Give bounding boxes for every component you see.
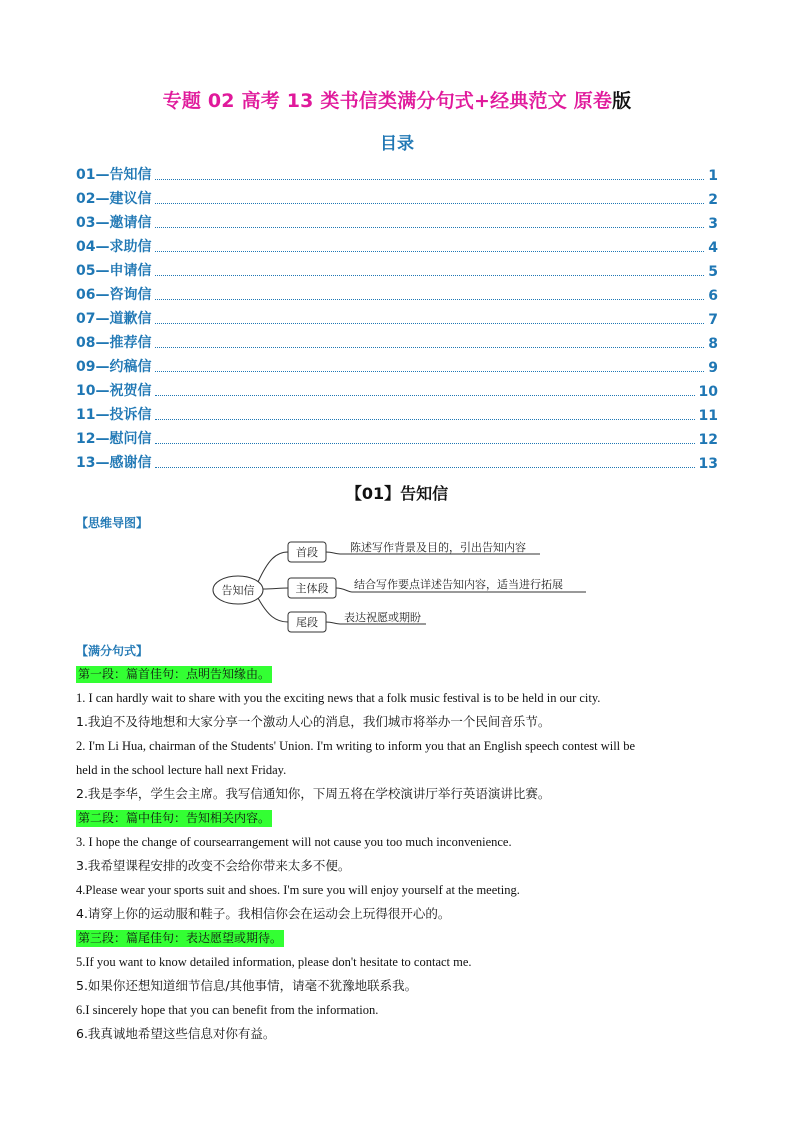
toc-item-label: 09—约稿信 [76, 359, 152, 375]
sentence-list [76, 662, 718, 1046]
toc-item-label: 05—申请信 [76, 263, 152, 279]
toc-item-page: 1 [708, 168, 718, 184]
toc-item-label: 03—邀请信 [76, 215, 152, 231]
mindmap-branch-2-desc: 结合写作要点详述告知内容，适当进行拓展 [354, 578, 563, 591]
mindmap-branch-3-label: 尾段 [296, 616, 318, 629]
toc-item-page: 13 [698, 456, 718, 472]
toc-item[interactable] [76, 400, 718, 424]
toc-item-page: 10 [698, 384, 718, 400]
toc-item[interactable] [76, 184, 718, 208]
toc-item-page: 11 [698, 408, 718, 424]
english-sentence: 1. I can hardly wait to share with you the exciting news that a folk music festival is to be held in our city. [76, 691, 601, 705]
chinese-translation: 4.请穿上你的运动服和鞋子。我相信你会在运动会上玩得很开心的。 [76, 906, 451, 921]
toc-item[interactable] [76, 280, 718, 304]
toc-item-page: 12 [698, 432, 718, 448]
toc-item[interactable] [76, 304, 718, 328]
toc-item[interactable] [76, 160, 718, 184]
english-sentence: 6.I sincerely hope that you can benefit from the information. [76, 1003, 379, 1017]
toc-item-page: 3 [708, 216, 718, 232]
toc-leader-dots [155, 467, 694, 468]
section-title: 【01】告知信 [345, 484, 449, 503]
paragraph-heading [76, 926, 718, 950]
toc-heading: 目录 [380, 134, 414, 154]
table-of-contents [76, 160, 718, 472]
mindmap-center-label: 告知信 [221, 584, 255, 597]
english-sentence: held in the school lecture hall next Friday. [76, 763, 287, 777]
english-sentence: 3. I hope the change of coursearrangement will not cause you too much inconvenience. [76, 835, 512, 849]
toc-item-label: 07—道歉信 [76, 311, 152, 327]
sentences-label: 【满分句式】 [76, 644, 149, 658]
mindmap-label: 【思维导图】 [76, 516, 149, 530]
toc-item-page: 6 [708, 288, 718, 304]
english-sentence: 4.Please wear your sports suit and shoes. I'm sure you will enjoy yourself at the meeting. [76, 883, 520, 897]
toc-item[interactable] [76, 208, 718, 232]
toc-item-label: 12—慰问信 [76, 431, 152, 447]
highlighted-heading-text: 第一段：篇首佳句：点明告知缘由。 [78, 667, 271, 681]
toc-item-page: 7 [708, 312, 718, 328]
toc-leader-dots [155, 395, 694, 396]
mindmap-connector-1 [258, 552, 288, 582]
toc-item[interactable] [76, 424, 718, 448]
toc-item-label: 01—告知信 [76, 167, 152, 183]
english-sentence: 5.If you want to know detailed information, please don't hesitate to contact me. [76, 955, 472, 969]
mindmap-connector-3 [258, 598, 288, 622]
chinese-translation: 5.如果你还想知道细节信息/其他事情，请毫不犹豫地联系我。 [76, 978, 418, 993]
toc-item[interactable] [76, 256, 718, 280]
toc-item-page: 4 [708, 240, 718, 256]
toc-leader-dots [155, 347, 704, 348]
mindmap-branch-2-label: 主体段 [295, 582, 329, 595]
paragraph-heading [76, 806, 718, 830]
mindmap-diagram [210, 532, 590, 636]
toc-item-page: 2 [708, 192, 718, 208]
toc-item-label: 02—建议信 [76, 191, 152, 207]
toc-leader-dots [155, 227, 704, 228]
toc-leader-dots [155, 299, 704, 300]
toc-item-label: 13—感谢信 [76, 455, 152, 471]
toc-leader-dots [155, 371, 704, 372]
title-tail: 版 [612, 90, 632, 112]
toc-leader-dots [155, 275, 704, 276]
toc-item[interactable] [76, 376, 718, 400]
toc-item-page: 9 [708, 360, 718, 376]
toc-leader-dots [155, 419, 694, 420]
mindmap-branch-3-desc: 表达祝愿或期盼 [344, 611, 421, 624]
toc-leader-dots [155, 323, 704, 324]
toc-item-label: 04—求助信 [76, 239, 152, 255]
highlighted-heading-text: 第二段：篇中佳句：告知相关内容。 [78, 811, 271, 825]
toc-item[interactable] [76, 328, 718, 352]
mindmap-branch-1-desc: 陈述写作背景及目的，引出告知内容 [350, 541, 526, 554]
toc-leader-dots [155, 443, 694, 444]
chinese-translation: 2.我是李华，学生会主席。我写信通知你，下周五将在学校演讲厅举行英语演讲比赛。 [76, 786, 551, 801]
toc-item[interactable] [76, 448, 718, 472]
english-sentence: 2. I'm Li Hua, chairman of the Students' Union. I'm writing to inform you that an English speech contest will be [76, 739, 636, 753]
mindmap-connector-2 [263, 588, 288, 589]
toc-item[interactable] [76, 352, 718, 376]
toc-leader-dots [155, 203, 704, 204]
toc-item-page: 8 [708, 336, 718, 352]
toc-item-label: 11—投诉信 [76, 407, 152, 423]
title-main: 专题 02 高考 13 类书信类满分句式+经典范文 原卷 [162, 90, 613, 112]
toc-item[interactable] [76, 232, 718, 256]
chinese-translation: 3.我希望课程安排的改变不会给你带来太多不便。 [76, 858, 351, 873]
toc-item-label: 10—祝贺信 [76, 383, 152, 399]
mindmap-branch-1-label: 首段 [296, 546, 318, 559]
chinese-translation: 6.我真诚地希望这些信息对你有益。 [76, 1026, 276, 1041]
highlighted-heading-text: 第三段：篇尾佳句：表达愿望或期待。 [78, 931, 283, 945]
toc-item-label: 08—推荐信 [76, 335, 152, 351]
document-title [0, 86, 794, 113]
chinese-translation: 1.我迫不及待地想和大家分享一个激动人心的消息，我们城市将举办一个民间音乐节。 [76, 714, 551, 729]
toc-leader-dots [155, 251, 704, 252]
toc-leader-dots [155, 179, 704, 180]
paragraph-heading [76, 662, 718, 686]
toc-item-page: 5 [708, 264, 718, 280]
toc-item-label: 06—咨询信 [76, 287, 152, 303]
